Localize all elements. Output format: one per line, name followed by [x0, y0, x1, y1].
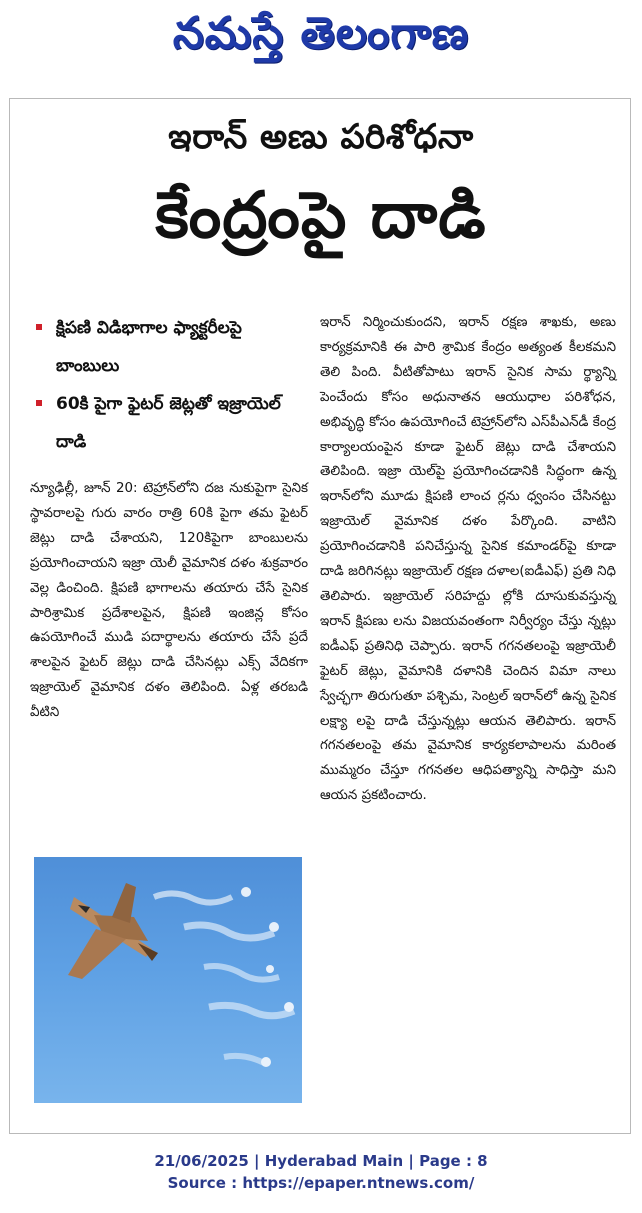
headline-line-1: ఇరాన్ అణు పరిశోధనా	[168, 117, 474, 157]
headline-line-2: కేంద్రంపై దాడి	[155, 179, 487, 253]
highlight-item	[30, 385, 310, 461]
masthead	[0, 0, 642, 78]
highlight-item	[30, 309, 310, 385]
news-clipping	[9, 98, 631, 1134]
highlight-text: 60కి పైగా ఫైటర్ జెట్లతో ఇజ్రాయెల్ దాడి	[56, 394, 281, 452]
masthead-title: నమస్తే తెలంగాణ	[172, 8, 470, 59]
fighter-jet-image	[34, 857, 302, 1103]
footer-source-link[interactable]: Source : https://epaper.ntnews.com/	[167, 1174, 475, 1192]
bullet-square-icon	[36, 400, 42, 406]
article-body-left	[30, 477, 308, 726]
footer-edition-info: 21/06/2025 | Hyderabad Main | Page : 8	[154, 1152, 488, 1170]
body-right-text: ఇరాన్ నిర్మించుకుందని, ఇరాన్ రక్షణ శాఖకు, అణు కార్యక్రమానికి ఈ పారి శ్రామిక కేంద్రం అత్యంత కీలకమని తెలి పింది. వీటితోపాటు ఇరాన్ సైనిక సామ ర్థ్యాన్ని పెంచేందు కోసం అధునాతన ఆయుధాల పరిశోధన, అభివృద్ధి కోసం ఉపయోగించే టెహ్రాన్‌లోని ఎస్‌పీఎన్‌డీ కేంద్ర కార్యాలయంపైన కూడా ఫైటర్ జెట్లు దాడి చేశాయని తెలిపింది. ఇజ్రా యెల్‌పై ప్రయోగించడానికి సిద్ధంగా ఉన్న ఇరాన్‌లోని మూడు క్షిపణి లాంచ ర్లను ధ్వంసం చేసినట్టు ఇజ్రాయెల్ వైమానిక దళం పేర్కొంది. వాటిని ప్రయోగించడానికి పనిచేస్తున్న సైనిక కమాండర్‌పై కూడా దాడి జరిగినట్లు ఇజ్రాయెల్ రక్షణ దళాల(ఐడీఎఫ్) ప్రతి నిధి తెలిపారు. ఇజ్రాయెల్ సరిహద్దు ల్లోకి దూసుకువస్తున్న ఇరాన్ క్షిపణు లను విజయవంతంగా నిర్వీర్యం చేస్తు న్నట్లు ఐడీఎఫ్ ప్రతినిధి చెప్పారు. ఇరాన్ గగనతలంపై ఇజ్రాయెలీ ఫైటర్ జెట్లు, వైమానికి దళానికి చెందిన విమా నాలు స్వేచ్ఛగా తిరుగుతూ పశ్చిమ, సెంట్రల్ ఇరాన్‌లో ఉన్న సైనిక లక్ష్యా లపై దాడి చేస్తున్నట్లు ఆయన తెలిపారు. ఇరాన్ గగనతలంపై తమ వైమానిక కార్యకలాపాలను మరింత ముమ్మరం చేస్తూ గగనతల ఆధిపత్యాన్ని సాధిస్తా మని ఆయన ప్రకటించారు.	[320, 315, 616, 804]
highlights-list	[30, 309, 310, 461]
bullet-square-icon	[36, 324, 42, 330]
body-left-text: న్యూఢిల్లీ, జూన్ 20: టెహ్రాన్‌లోని దజ నుకుపైగా సైనిక స్థావరాలపై గురు వారం రాత్రి 60కి పైగా తమ ఫైటర్ జెట్లు దాడి చేశాయని, 120కిపైగా బాంబులను ప్రయోగించాయని ఇజ్రా యెలీ వైమానిక దళం శుక్రవారం వెల్ల డించింది. క్షిపణి భాగాలను తయారు చేసే సైనిక పారిశ్రామిక ప్రదేశాలపైన, క్షిపణి ఇంజిన్ల కోసం ఉపయోగించే ముడి పదార్థాలను తయారు చేసే ప్రదే శాలపైన ఫైటర్ జెట్లు దాడి చేసినట్లు ఎక్స్ వేదికగా ఇజ్రాయెల్ వైమానిక దళం తెలిపింది. ఏళ్ల తరబడి వీటిని	[30, 481, 308, 721]
fighter-jet-photo	[34, 857, 302, 1103]
highlight-text: క్షిపణి విడిభాగాల ఫ్యాక్టరీలపై బాంబులు	[56, 318, 242, 376]
article-body-right	[320, 311, 616, 809]
